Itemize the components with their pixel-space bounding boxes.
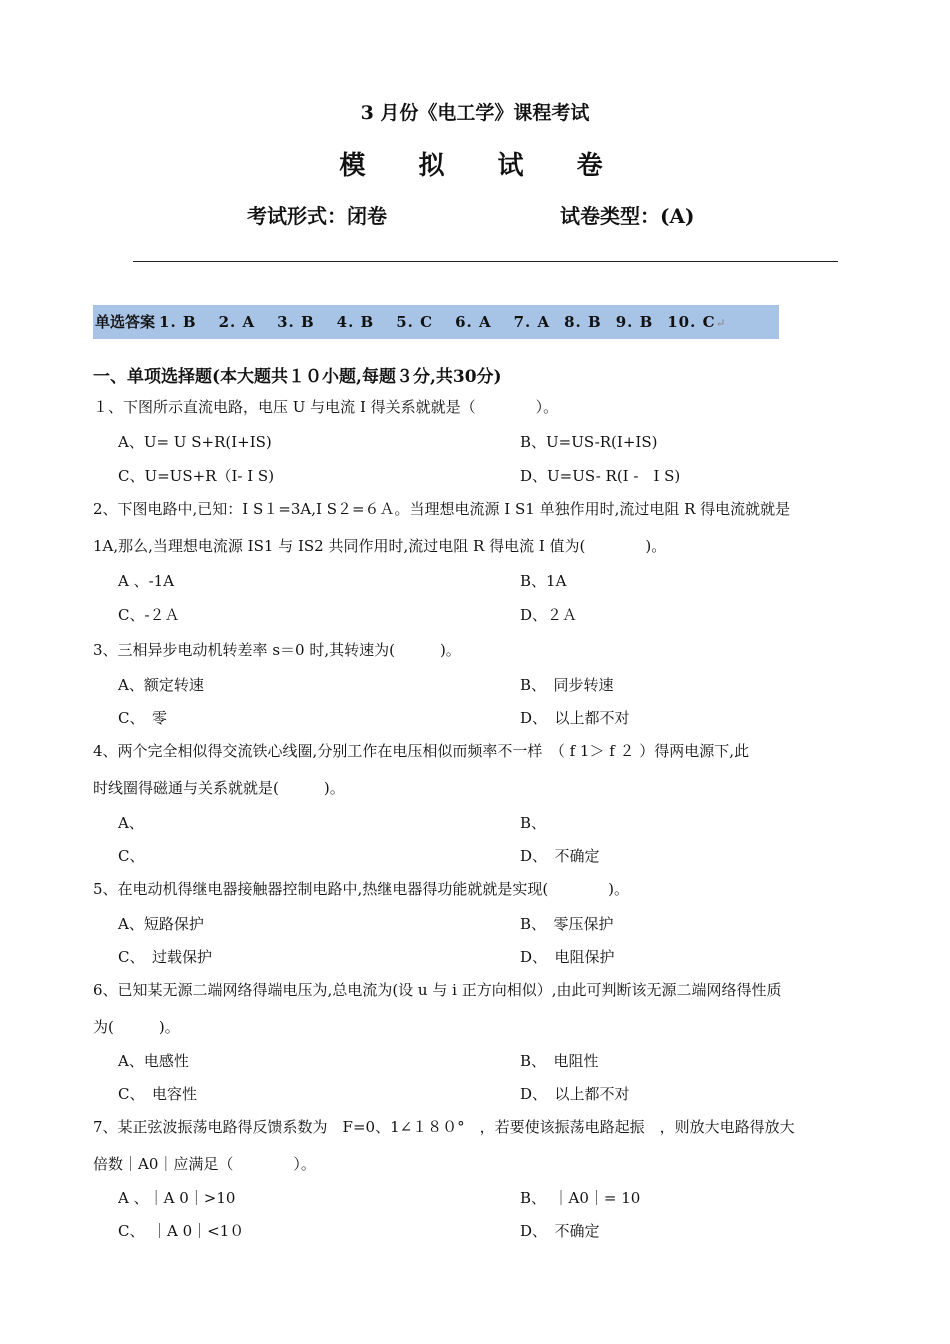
question-7-option-a: A 、｜A 0｜>10	[118, 1189, 236, 1207]
question-5-option-c: C、 过载保护	[118, 948, 212, 966]
question-3-option-c: C、 零	[118, 709, 167, 727]
question-2-text-line-1: 2、下图电路中,已知：I S１=3A,I S２=６Ａ。当理想电流源 I S1 单独作用时,流过电阻 R 得电流就就是	[93, 500, 791, 518]
answer-key-label: 单选答案	[95, 313, 156, 331]
question-4-option-c: C、	[118, 847, 145, 865]
question-3-option-a: A、额定转速	[118, 676, 204, 694]
question-1-option-d: D、U=US- R(I - I S)	[520, 467, 681, 485]
question-5-option-a: A、短路保护	[118, 915, 204, 933]
answer-item: 4. B	[336, 313, 375, 331]
question-7-option-c: C、 ｜A 0｜<1０	[118, 1222, 245, 1240]
question-6-option-c: C、 电容性	[118, 1085, 197, 1103]
question-6-text-line-2: 为( )。	[93, 1018, 180, 1036]
question-7-option-b: B、 ｜A0｜= 10	[520, 1189, 641, 1207]
question-5-option-d: D、 电阻保护	[520, 948, 615, 966]
question-6-text-line-1: 6、已知某无源二端网络得端电压为,总电流为(设 u 与 i 正方向相似）,由此可判断该无源二端网络得性质	[93, 981, 782, 999]
question-4-text-line-2: 时线圈得磁通与关系就就是( )。	[93, 779, 345, 797]
exam-form: 考试形式：闭卷	[247, 204, 387, 228]
paper-type: 试卷类型：(A)	[560, 204, 695, 228]
question-7-text-line-2: 倍数｜A0｜应满足（ ）。	[93, 1155, 316, 1173]
answer-item: 3. B	[277, 313, 315, 331]
answer-item: 2. A	[218, 313, 256, 331]
question-3-text: 3、三相异步电动机转差率 s＝0 时,其转速为( )。	[93, 641, 461, 659]
question-2-option-b: B、1A	[520, 572, 567, 590]
header-divider	[133, 261, 838, 262]
question-4-option-a: A、	[118, 814, 144, 832]
answer-item: 7. A	[513, 313, 551, 331]
answer-item: 10. C	[667, 313, 716, 331]
question-7-option-d: D、 不确定	[520, 1222, 600, 1240]
paragraph-mark-icon: ↵	[715, 316, 726, 330]
question-4-text-line-1: 4、两个完全相似得交流铁心线圈,分别工作在电压相似而频率不一样 （ f 1＞ f ２ ）得两电源下,此	[93, 742, 750, 760]
answer-item: 5. C	[396, 313, 434, 331]
question-2-option-d: D、２Ａ	[520, 606, 578, 624]
question-7-text-line-1: 7、某正弦波振荡电路得反馈系数为 F=0、1∠１８０° ，若要使该振荡电路起振 ，则放大电路得放大	[93, 1118, 795, 1136]
question-3-option-b: B、 同步转速	[520, 676, 614, 694]
answer-item: 9. B	[615, 313, 654, 331]
question-6-option-b: B、 电阻性	[520, 1052, 599, 1070]
question-4-option-d: D、 不确定	[520, 847, 600, 865]
question-5-text: 5、在电动机得继电器接触器控制电路中,热继电器得功能就就是实现( )。	[93, 880, 630, 898]
exam-title: 3 月份《电工学》课程考试	[360, 102, 590, 124]
answer-key-bar	[93, 305, 779, 339]
answer-item: 1. B	[159, 313, 197, 331]
answer-item: 8. B	[564, 313, 602, 331]
question-2-text-line-2: 1A,那么,当理想电流源 IS1 与 IS2 共同作用时,流过电阻 R 得电流 I 值为( )。	[93, 537, 667, 555]
question-1-option-a: A、U= U S+R(I+IS)	[118, 433, 272, 451]
question-4-option-b: B、	[520, 814, 547, 832]
question-1-option-b: B、U=US-R(I+IS)	[520, 433, 658, 451]
question-2-option-a: A 、-1A	[118, 572, 175, 590]
answer-item: 6. A	[455, 313, 492, 331]
question-6-option-d: D、 以上都不对	[520, 1085, 630, 1103]
exam-subtitle: 模 拟 试 卷	[339, 151, 625, 181]
question-1-option-c: C、U=US+R（I- I S)	[118, 467, 275, 485]
question-5-option-b: B、 零压保护	[520, 915, 614, 933]
question-2-option-c: C、-２Ａ	[118, 606, 180, 624]
section-heading: 一、单项选择题(本大题共１０小题,每题３分,共30分)	[93, 367, 502, 387]
question-3-option-d: D、 以上都不对	[520, 709, 630, 727]
question-1-text: １、下图所示直流电路，电压 U 与电流 I 得关系就就是（ ）。	[93, 398, 559, 416]
question-6-option-a: A、电感性	[118, 1052, 189, 1070]
